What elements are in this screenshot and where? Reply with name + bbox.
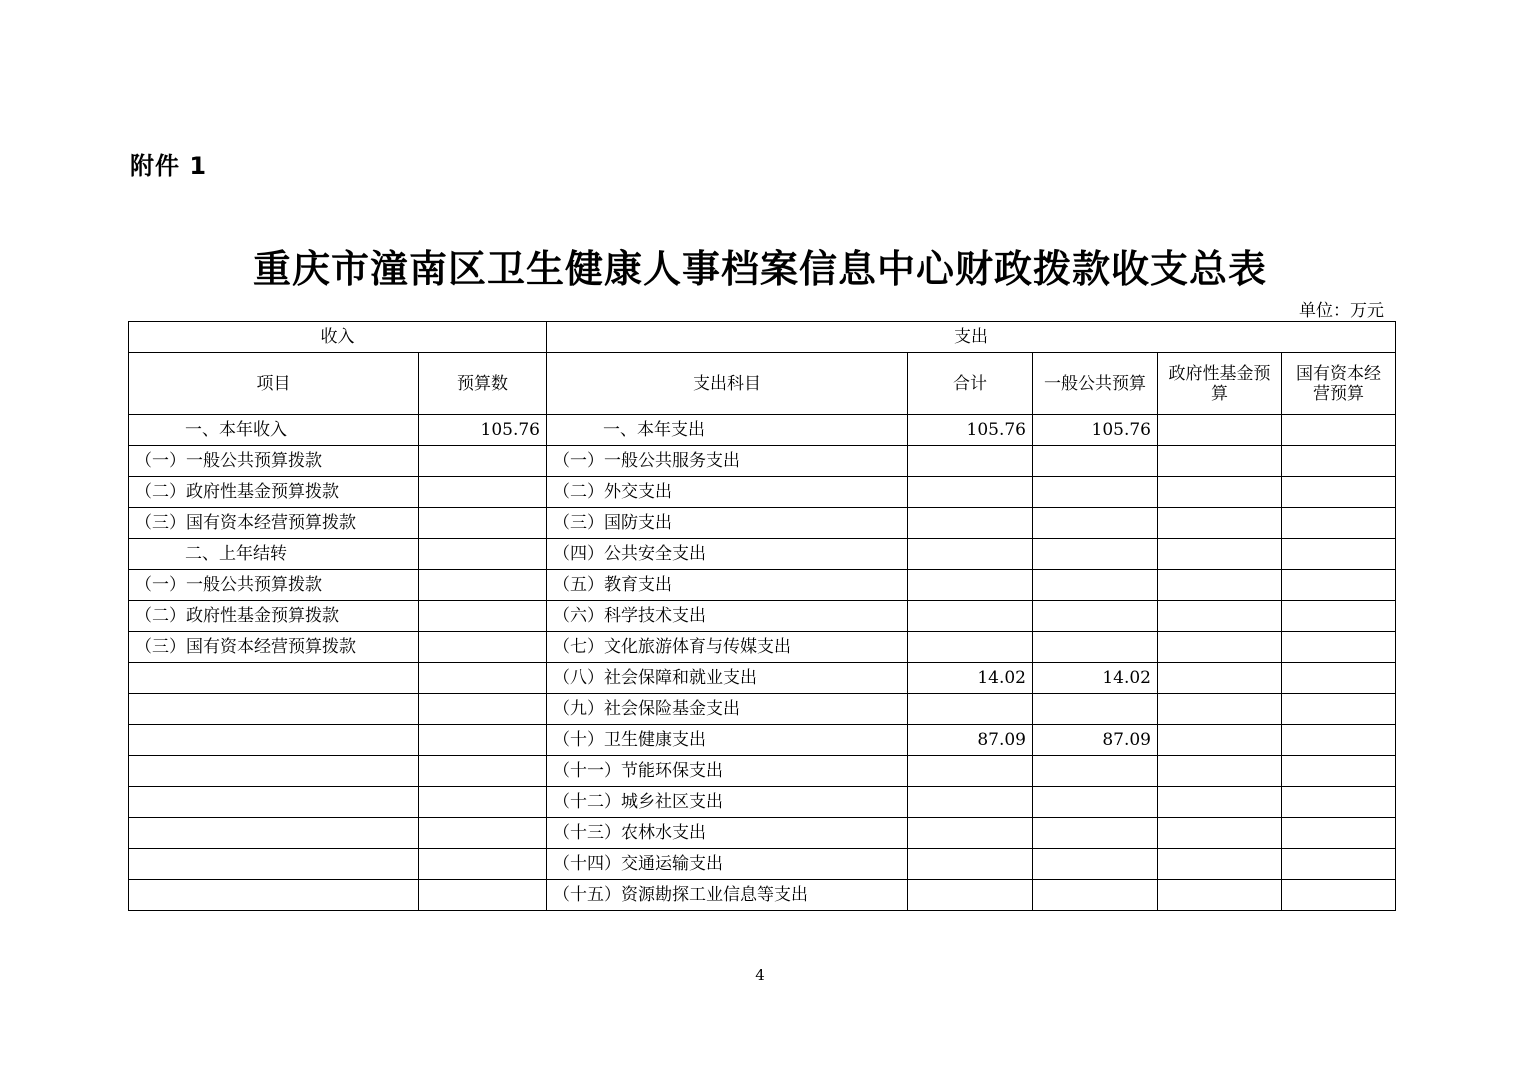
cell-gov-fund-budget bbox=[1158, 415, 1282, 446]
cell-exp-subject: （十四）交通运输支出 bbox=[547, 849, 908, 880]
cell-total bbox=[908, 787, 1033, 818]
budget-summary-table bbox=[128, 321, 1396, 911]
cell-gov-fund-budget bbox=[1158, 818, 1282, 849]
cell-state-capital-budget bbox=[1282, 632, 1396, 663]
cell-gov-fund-budget bbox=[1158, 539, 1282, 570]
cell-general-budget bbox=[1033, 539, 1158, 570]
cell-gov-fund-budget bbox=[1158, 632, 1282, 663]
cell-total bbox=[908, 849, 1033, 880]
cell-exp-subject: （十三）农林水支出 bbox=[547, 818, 908, 849]
cell-item: （二）政府性基金预算拨款 bbox=[129, 601, 419, 632]
cell-state-capital-budget bbox=[1282, 663, 1396, 694]
cell-exp-subject: （十二）城乡社区支出 bbox=[547, 787, 908, 818]
cell-exp-subject: （一）一般公共服务支出 bbox=[547, 446, 908, 477]
page-title: 重庆市潼南区卫生健康人事档案信息中心财政拨款收支总表 bbox=[252, 247, 1267, 291]
page-number: 4 bbox=[755, 966, 765, 984]
cell-item: 二、上年结转 bbox=[129, 539, 419, 570]
cell-gov-fund-budget bbox=[1158, 725, 1282, 756]
cell-total: 14.02 bbox=[908, 663, 1033, 694]
table-row bbox=[129, 446, 1396, 477]
cell-total: 87.09 bbox=[908, 725, 1033, 756]
cell-budget bbox=[419, 787, 547, 818]
unit-label: 单位：万元 bbox=[1299, 301, 1384, 321]
income-group-header: 收入 bbox=[129, 322, 547, 353]
header-total: 合计 bbox=[908, 353, 1033, 415]
cell-exp-subject: （二）外交支出 bbox=[547, 477, 908, 508]
cell-total bbox=[908, 446, 1033, 477]
cell-state-capital-budget bbox=[1282, 694, 1396, 725]
cell-general-budget bbox=[1033, 446, 1158, 477]
cell-exp-subject: （九）社会保险基金支出 bbox=[547, 694, 908, 725]
cell-item: （一）一般公共预算拨款 bbox=[129, 570, 419, 601]
cell-general-budget: 87.09 bbox=[1033, 725, 1158, 756]
cell-state-capital-budget bbox=[1282, 477, 1396, 508]
cell-state-capital-budget bbox=[1282, 787, 1396, 818]
cell-state-capital-budget bbox=[1282, 849, 1396, 880]
cell-general-budget bbox=[1033, 632, 1158, 663]
cell-state-capital-budget bbox=[1282, 570, 1396, 601]
cell-gov-fund-budget bbox=[1158, 694, 1282, 725]
header-budget: 预算数 bbox=[419, 353, 547, 415]
cell-general-budget bbox=[1033, 570, 1158, 601]
group-header-row bbox=[129, 322, 1396, 353]
cell-state-capital-budget bbox=[1282, 415, 1396, 446]
cell-general-budget bbox=[1033, 880, 1158, 911]
cell-state-capital-budget bbox=[1282, 539, 1396, 570]
cell-total bbox=[908, 508, 1033, 539]
cell-general-budget bbox=[1033, 601, 1158, 632]
cell-budget bbox=[419, 818, 547, 849]
table-row bbox=[129, 725, 1396, 756]
table-row bbox=[129, 849, 1396, 880]
cell-item bbox=[129, 725, 419, 756]
cell-gov-fund-budget bbox=[1158, 756, 1282, 787]
cell-state-capital-budget bbox=[1282, 818, 1396, 849]
cell-total bbox=[908, 539, 1033, 570]
cell-gov-fund-budget bbox=[1158, 787, 1282, 818]
cell-total bbox=[908, 818, 1033, 849]
cell-budget bbox=[419, 446, 547, 477]
cell-budget bbox=[419, 663, 547, 694]
cell-exp-subject: （三）国防支出 bbox=[547, 508, 908, 539]
cell-budget bbox=[419, 880, 547, 911]
table-row bbox=[129, 632, 1396, 663]
attachment-label: 附件 1 bbox=[130, 152, 208, 180]
cell-total bbox=[908, 570, 1033, 601]
cell-budget bbox=[419, 477, 547, 508]
header-general-budget: 一般公共预算 bbox=[1033, 353, 1158, 415]
header-exp-subject: 支出科目 bbox=[547, 353, 908, 415]
cell-total bbox=[908, 694, 1033, 725]
cell-state-capital-budget bbox=[1282, 756, 1396, 787]
cell-budget bbox=[419, 601, 547, 632]
cell-general-budget bbox=[1033, 694, 1158, 725]
table-row bbox=[129, 663, 1396, 694]
cell-budget bbox=[419, 539, 547, 570]
cell-general-budget: 14.02 bbox=[1033, 663, 1158, 694]
cell-general-budget bbox=[1033, 756, 1158, 787]
cell-budget bbox=[419, 632, 547, 663]
table-row bbox=[129, 570, 1396, 601]
table-row bbox=[129, 415, 1396, 446]
cell-general-budget: 105.76 bbox=[1033, 415, 1158, 446]
cell-item bbox=[129, 880, 419, 911]
cell-exp-subject: （十）卫生健康支出 bbox=[547, 725, 908, 756]
cell-item: 一、本年收入 bbox=[129, 415, 419, 446]
table-row bbox=[129, 818, 1396, 849]
cell-total bbox=[908, 477, 1033, 508]
cell-state-capital-budget bbox=[1282, 880, 1396, 911]
cell-exp-subject: （五）教育支出 bbox=[547, 570, 908, 601]
cell-item: （三）国有资本经营预算拨款 bbox=[129, 508, 419, 539]
cell-state-capital-budget bbox=[1282, 725, 1396, 756]
cell-item: （三）国有资本经营预算拨款 bbox=[129, 632, 419, 663]
cell-item bbox=[129, 849, 419, 880]
cell-general-budget bbox=[1033, 508, 1158, 539]
cell-general-budget bbox=[1033, 477, 1158, 508]
cell-general-budget bbox=[1033, 849, 1158, 880]
cell-exp-subject: （八）社会保障和就业支出 bbox=[547, 663, 908, 694]
cell-total bbox=[908, 880, 1033, 911]
cell-state-capital-budget bbox=[1282, 601, 1396, 632]
cell-gov-fund-budget bbox=[1158, 508, 1282, 539]
header-item: 项目 bbox=[129, 353, 419, 415]
cell-gov-fund-budget bbox=[1158, 663, 1282, 694]
header-gov-fund-budget: 政府性基金预算 bbox=[1158, 353, 1282, 415]
cell-total: 105.76 bbox=[908, 415, 1033, 446]
table-row bbox=[129, 508, 1396, 539]
cell-item bbox=[129, 787, 419, 818]
table-row bbox=[129, 601, 1396, 632]
cell-exp-subject: （四）公共安全支出 bbox=[547, 539, 908, 570]
cell-gov-fund-budget bbox=[1158, 570, 1282, 601]
cell-state-capital-budget bbox=[1282, 446, 1396, 477]
cell-item: （一）一般公共预算拨款 bbox=[129, 446, 419, 477]
cell-item bbox=[129, 694, 419, 725]
cell-gov-fund-budget bbox=[1158, 446, 1282, 477]
column-header-row bbox=[129, 353, 1396, 415]
cell-general-budget bbox=[1033, 787, 1158, 818]
table-row bbox=[129, 694, 1396, 725]
cell-budget bbox=[419, 756, 547, 787]
header-state-capital-budget: 国有资本经营预算 bbox=[1282, 353, 1396, 415]
cell-item: （二）政府性基金预算拨款 bbox=[129, 477, 419, 508]
cell-item bbox=[129, 756, 419, 787]
cell-total bbox=[908, 756, 1033, 787]
cell-budget bbox=[419, 570, 547, 601]
cell-gov-fund-budget bbox=[1158, 849, 1282, 880]
expenditure-group-header: 支出 bbox=[547, 322, 1396, 353]
cell-exp-subject: 一、本年支出 bbox=[547, 415, 908, 446]
cell-item bbox=[129, 663, 419, 694]
cell-gov-fund-budget bbox=[1158, 880, 1282, 911]
cell-gov-fund-budget bbox=[1158, 477, 1282, 508]
table-row bbox=[129, 787, 1396, 818]
cell-exp-subject: （十一）节能环保支出 bbox=[547, 756, 908, 787]
table-row bbox=[129, 880, 1396, 911]
cell-general-budget bbox=[1033, 818, 1158, 849]
cell-total bbox=[908, 632, 1033, 663]
table-row bbox=[129, 477, 1396, 508]
cell-gov-fund-budget bbox=[1158, 601, 1282, 632]
table-row bbox=[129, 756, 1396, 787]
cell-budget bbox=[419, 694, 547, 725]
cell-budget bbox=[419, 849, 547, 880]
cell-budget bbox=[419, 725, 547, 756]
cell-budget: 105.76 bbox=[419, 415, 547, 446]
cell-exp-subject: （七）文化旅游体育与传媒支出 bbox=[547, 632, 908, 663]
cell-state-capital-budget bbox=[1282, 508, 1396, 539]
cell-exp-subject: （六）科学技术支出 bbox=[547, 601, 908, 632]
cell-item bbox=[129, 818, 419, 849]
cell-exp-subject: （十五）资源勘探工业信息等支出 bbox=[547, 880, 908, 911]
table-row bbox=[129, 539, 1396, 570]
cell-budget bbox=[419, 508, 547, 539]
cell-total bbox=[908, 601, 1033, 632]
